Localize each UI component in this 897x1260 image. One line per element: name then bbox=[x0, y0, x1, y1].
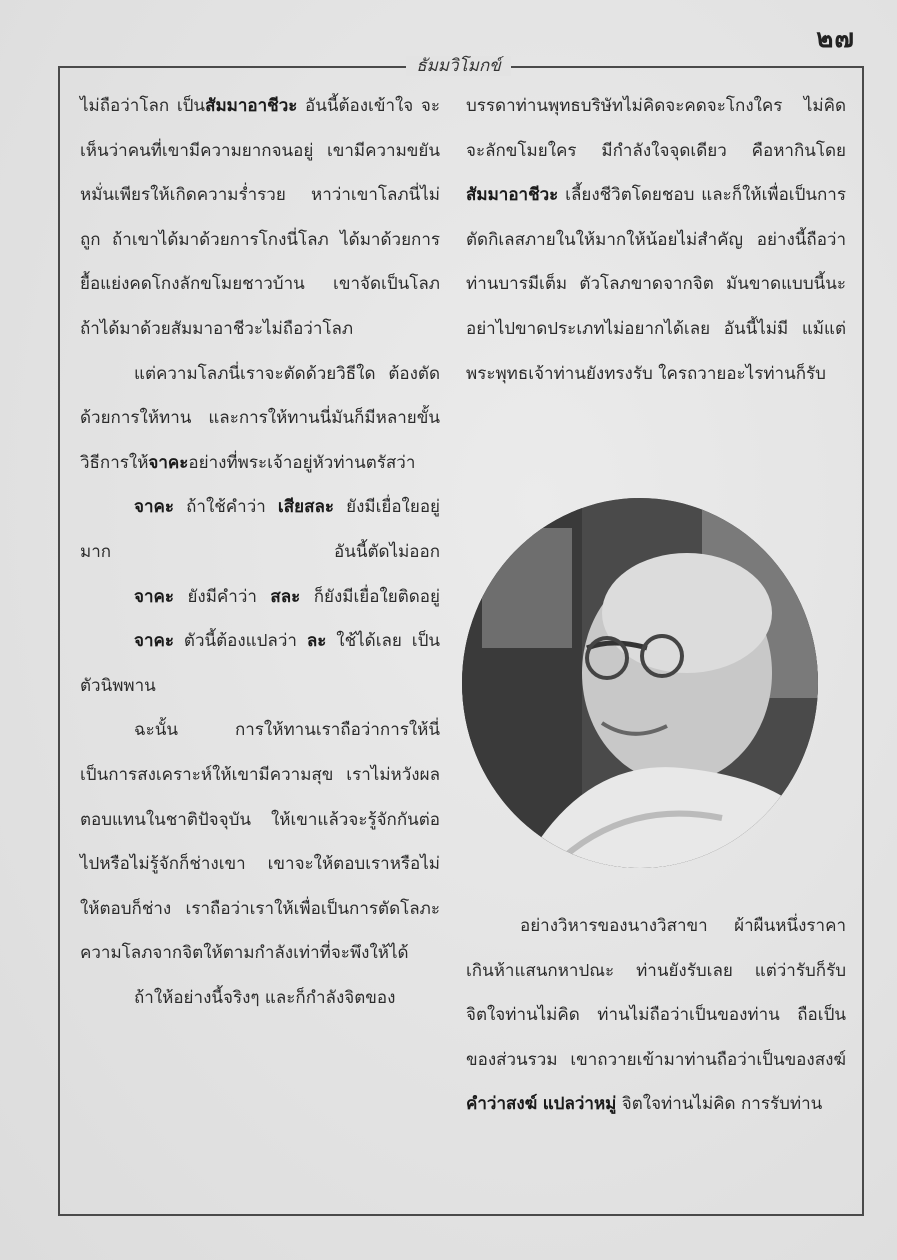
text-run: แต่ความโลภนี่เราจะตัดด้วยวิธีใด ต้องตัดด้วยการให้ทาน และการให้ทานนี่มันก็มีหลายขั้น วิธีการให้ bbox=[80, 363, 440, 473]
text-run: ไม่ถือว่าโลก เป็น bbox=[80, 96, 206, 116]
bold-term: สัมมาอาชีวะ bbox=[466, 185, 559, 206]
text-run: ยังมีคำว่า bbox=[174, 586, 271, 607]
text-run: ก็ยังมีเยื่อใยติดอยู่ bbox=[300, 586, 440, 607]
monk-portrait-photo bbox=[462, 498, 818, 868]
paragraph bbox=[80, 708, 440, 976]
paragraph bbox=[80, 976, 440, 1021]
left-text-column bbox=[80, 84, 440, 1020]
page-number: ๒๗ bbox=[816, 24, 855, 54]
text-run: อย่างที่พระเจ้าอยู่หัวท่านตรัสว่า bbox=[188, 452, 416, 473]
paragraph bbox=[80, 84, 440, 352]
text-run: ถ้าใช้คำว่า bbox=[174, 497, 278, 518]
paragraph bbox=[80, 352, 440, 486]
text-run: อย่างวิหารของนางวิสาขา ผ้าผืนหนึ่งราคาเกินห้าแสนกหาปณะ ท่านยังรับเลย แต่ว่ารับก็รับจิตใจท่านไม่คิด ท่านไม่ถือว่าเป็นของท่าน ถือเป็นของส่วนรวม เขาถวายเข้ามาท่านถือว่าเป็นของสงฆ์ bbox=[466, 916, 846, 1070]
paragraph bbox=[466, 84, 846, 396]
text-run: ฉะนั้น การให้ทานเราถือว่าการให้นี่เป็นการสงเคราะห์ให้เขามีความสุข เราไม่หวังผลตอบแทนในชาติปัจจุบัน ให้เขาแล้วจะรู้จักกันต่อไปหรือไม่รู้จักก็ช่างเขา เขาจะให้ตอบเราหรือไม่ให้ตอบก็ช่าง เราถือว่าเราให้เพื่อเป็นการตัดโลภะความโลภจากจิตให้ตามกำลังเท่าที่จะพึงให้ได้ bbox=[80, 720, 440, 964]
text-run: จิตใจท่านไม่คิด การรับท่าน bbox=[616, 1094, 823, 1115]
paragraph bbox=[466, 904, 846, 1127]
bold-term: สละ bbox=[270, 586, 301, 607]
running-header-title: ธัมมวิโมกข์ bbox=[406, 56, 511, 76]
text-run: ตัวนี้ต้องแปลว่า bbox=[174, 631, 307, 652]
bold-term: จาคะ bbox=[134, 586, 175, 607]
text-run: บรรดาท่านพุทธบริษัทไม่คิดจะคดจะโกงใคร ไม่คิดจะลักขโมยใคร มีกำลังใจจุดเดียว คือหากินโดย bbox=[466, 96, 846, 161]
paragraph bbox=[80, 619, 440, 708]
text-run: อันนี้ต้องเข้าใจ จะเห็นว่าคนที่เขามีความยากจนอยู่ เขามีความขยันหมั่นเพียรให้เกิดความร่ำรวย หาว่าเขาโลภนี่ไม่ถูก ถ้าเขาได้มาด้วยการโกงนี่โลภ ได้มาด้วยการยื้อแย่งคดโกงลักขโมยชาวบ้าน เขาจัดเป็นโลภ ถ้าได้มาด้วยสัมมาอาชีวะไม่ถือว่าโลภ bbox=[80, 96, 440, 339]
right-text-column-top bbox=[466, 84, 846, 396]
bold-term: จาคะ bbox=[134, 497, 175, 518]
text-run: ยังมีเยื่อใยอยู่มาก อันนี้ตัดไม่ออก bbox=[80, 497, 440, 562]
running-header bbox=[0, 52, 897, 80]
paragraph bbox=[80, 485, 440, 574]
text-run: ถ้าให้อย่างนี้จริงๆ และก็กำลังจิตของ bbox=[134, 987, 396, 1008]
bold-term: จาคะ bbox=[134, 631, 175, 652]
right-text-column-bottom bbox=[466, 904, 846, 1127]
bold-term: คำว่าสงฆ์ bbox=[466, 1094, 538, 1115]
bold-term: จาคะ bbox=[148, 452, 189, 473]
portrait-image bbox=[462, 498, 818, 868]
text-run: เลี้ยงชีวิตโดยชอบ และก็ให้เพื่อเป็นการตัดกิเลสภายในให้มากให้น้อยไม่สำคัญ อย่างนี้ถือว่าท่านบารมีเต็ม ตัวโลภขาดจากจิต มันขาดแบบนี้นะ อย่าไปขาดประเภทไม่อยากได้เลย อันนี้ไม่มี แม้แต่พระพุทธเจ้าท่านยังทรงรับ ใครถวายอะไรท่านก็รับ bbox=[466, 185, 846, 384]
bold-term: ละ bbox=[306, 631, 327, 652]
bold-term: เสียสละ bbox=[277, 497, 334, 518]
bold-term: แปลว่าหมู่ bbox=[542, 1094, 617, 1115]
text-run: ใช้ได้เลย เป็นตัวนิพพาน bbox=[80, 631, 440, 696]
bold-term: สัมมาอาชีวะ bbox=[205, 96, 298, 116]
paragraph bbox=[80, 575, 440, 620]
